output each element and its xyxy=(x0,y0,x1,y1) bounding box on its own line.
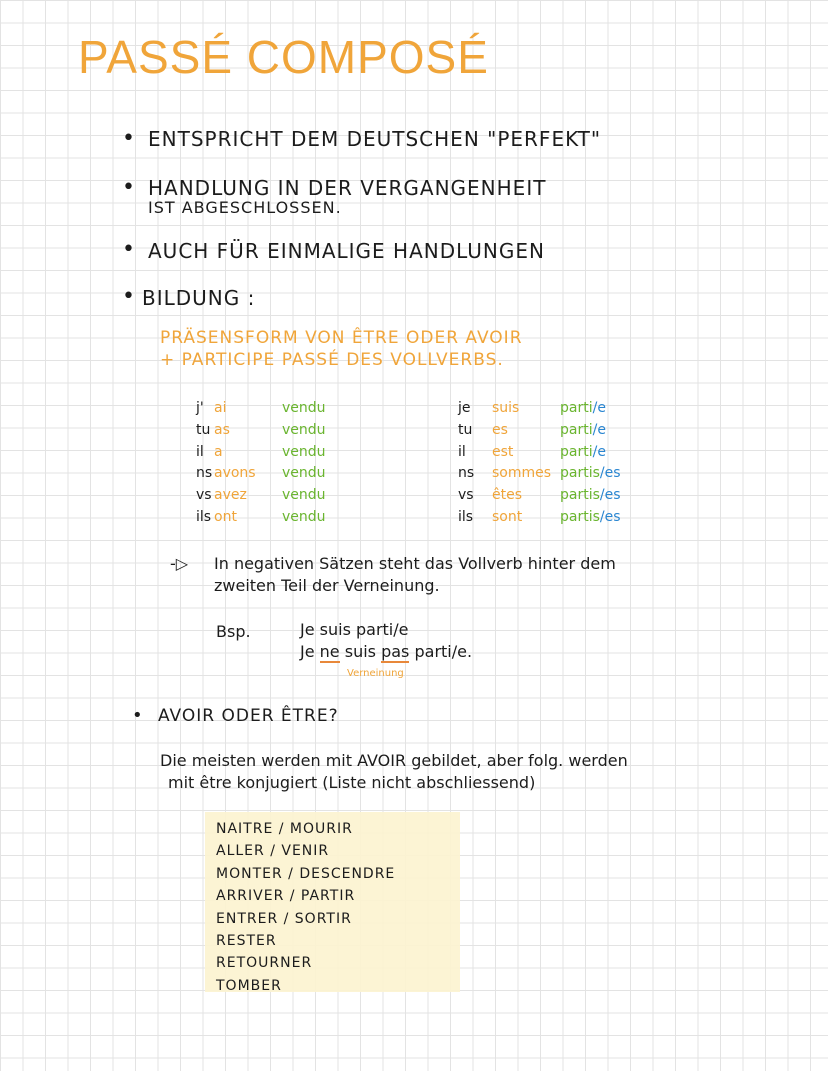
bullet-dot: • xyxy=(132,705,143,726)
pronoun: tu xyxy=(458,421,473,438)
etre-row xyxy=(458,485,621,507)
negation-arrow: -▷ xyxy=(170,554,189,573)
verneinung-label: Verneinung xyxy=(347,668,404,679)
aux-etre: êtes xyxy=(492,487,523,504)
verb-item: RETOURNER xyxy=(216,955,313,972)
participle-stem: parti xyxy=(560,400,593,416)
aux-avoir: avez xyxy=(214,487,247,504)
pronoun: il xyxy=(196,443,204,460)
participle-stem: parti xyxy=(560,443,593,460)
avoir-etre-heading: AVOIR ODER ÊTRE? xyxy=(158,706,339,726)
participle-stem: partis xyxy=(560,465,600,482)
verb-item: MONTER / DESCENDRE xyxy=(216,865,396,882)
example-sentence1: Je suis parti/e xyxy=(300,620,409,639)
etre-row xyxy=(458,442,621,464)
pronoun: j' xyxy=(196,400,204,416)
aux-avoir: as xyxy=(214,421,230,438)
participle-ending: /e xyxy=(592,400,606,416)
participle: vendu xyxy=(282,465,326,482)
verb-item: NAITRE / MOURIR xyxy=(216,821,353,837)
pronoun: tu xyxy=(196,421,211,438)
bullet-einmalig: AUCH FÜR EINMALIGE HANDLUNGEN xyxy=(148,239,545,263)
aux-etre: suis xyxy=(492,400,520,416)
bullet-vergangenheit: HANDLUNG IN DER VERGANGENHEIT xyxy=(148,176,547,200)
participle-ending: /e xyxy=(592,421,606,438)
pronoun: ns xyxy=(458,465,475,482)
avoir-row xyxy=(196,442,326,464)
avoir-etre-line1: Die meisten werden mit AVOIR gebildet, aber folg. werden xyxy=(160,751,628,770)
bullet-dot: • xyxy=(122,284,135,309)
verb-item: ALLER / VENIR xyxy=(216,843,330,860)
example-pas: pas xyxy=(381,642,410,661)
bullet-abgeschlossen: IST ABGESCHLOSSEN. xyxy=(148,198,342,217)
aux-avoir: avons xyxy=(214,465,256,482)
participle: vendu xyxy=(282,443,326,460)
bullet-perfekt: ENTSPRICHT DEM DEUTSCHEN "PERFEKT" xyxy=(148,127,602,151)
avoir-row xyxy=(196,507,326,529)
participle: vendu xyxy=(282,487,326,504)
bullet-dot: • xyxy=(122,237,135,262)
aux-etre: sont xyxy=(492,508,523,525)
pronoun: ils xyxy=(196,508,212,525)
example-suis: suis xyxy=(344,642,376,661)
negation-line2: zweiten Teil der Verneinung. xyxy=(214,576,440,595)
example-sentence2 xyxy=(300,642,472,661)
avoir-etre-line2: mit être konjugiert (Liste nicht abschliessend) xyxy=(168,773,536,792)
example-ne: ne xyxy=(319,642,340,661)
pronoun: vs xyxy=(196,487,212,504)
example-je: Je xyxy=(300,642,315,661)
verb-item: ENTRER / SORTIR xyxy=(216,910,352,927)
verb-item: TOMBER xyxy=(216,977,282,994)
participle-ending: /es xyxy=(599,487,621,504)
participle: vendu xyxy=(282,400,326,416)
participle-stem: partis xyxy=(560,508,600,525)
aux-etre: est xyxy=(492,443,514,460)
participle-ending: /e xyxy=(592,443,606,460)
negation-line1: In negativen Sätzen steht das Vollverb hinter dem xyxy=(214,554,616,573)
aux-etre: es xyxy=(492,421,508,438)
bullet-bildung: BILDUNG : xyxy=(142,286,256,310)
avoir-row xyxy=(196,420,326,442)
participle-stem: partis xyxy=(560,487,600,504)
etre-row xyxy=(458,507,621,529)
etre-table xyxy=(458,398,621,529)
avoir-row xyxy=(196,463,326,485)
example-label: Bsp. xyxy=(216,622,251,641)
formation-line2: + PARTICIPE PASSÉ DES VOLLVERBS. xyxy=(160,350,504,370)
avoir-row xyxy=(196,398,326,420)
etre-row xyxy=(458,398,621,420)
pronoun: il xyxy=(458,443,466,460)
formation-line1: PRÄSENSFORM VON ÊTRE ODER AVOIR xyxy=(160,328,523,348)
pronoun: ns xyxy=(196,465,213,482)
etre-row xyxy=(458,420,621,442)
verb-list xyxy=(216,818,395,997)
pronoun: je xyxy=(458,400,471,416)
participle-ending: /es xyxy=(599,465,621,482)
verb-item: RESTER xyxy=(216,933,277,950)
avoir-table xyxy=(196,398,326,529)
verb-item: ARRIVER / PARTIR xyxy=(216,888,356,905)
example-rest: parti/e. xyxy=(414,642,473,661)
aux-etre: sommes xyxy=(492,465,552,482)
participle: vendu xyxy=(282,508,326,525)
participle-stem: parti xyxy=(560,421,593,438)
participle-ending: /es xyxy=(599,508,621,525)
aux-avoir: ai xyxy=(214,400,227,416)
pronoun: ils xyxy=(458,508,474,525)
etre-row xyxy=(458,463,621,485)
avoir-row xyxy=(196,485,326,507)
pronoun: vs xyxy=(458,487,474,504)
bullet-dot: • xyxy=(122,175,135,200)
aux-avoir: ont xyxy=(214,508,237,525)
page-title: PASSÉ COMPOSÉ xyxy=(78,31,489,83)
participle: vendu xyxy=(282,421,326,438)
bullet-dot: • xyxy=(122,126,135,151)
aux-avoir: a xyxy=(214,443,223,460)
